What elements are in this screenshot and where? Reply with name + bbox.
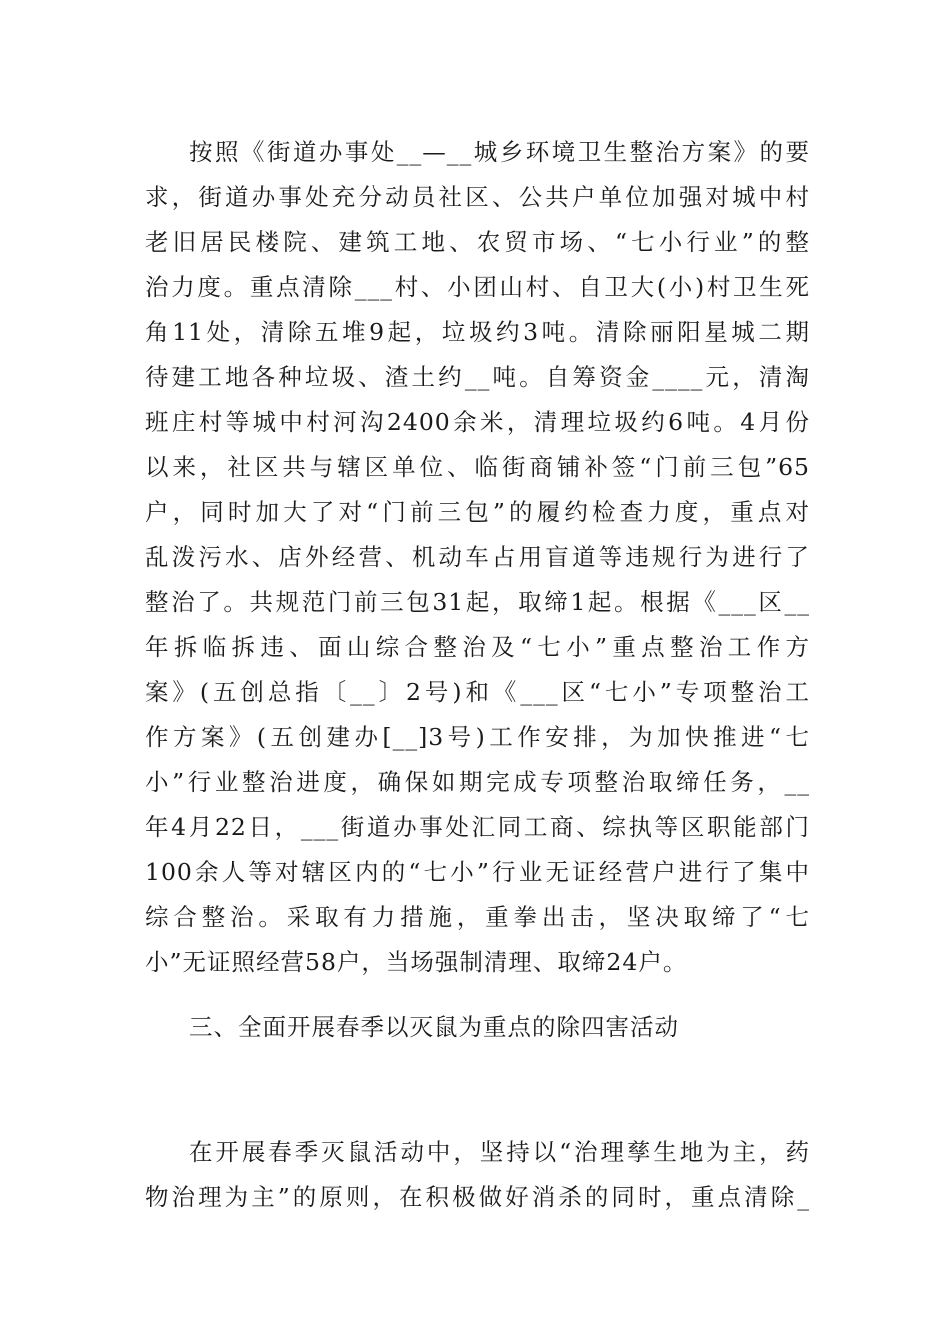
text-line: 在开展春季灭鼠活动中，坚持以“治理孳生地为主，药 — [189, 1138, 810, 1166]
text-line: 年4月22日，___街道办事处汇同工商、综执等区职能部门 — [145, 813, 810, 841]
text-line: 小”行业整治进度，确保如期完成专项整治取缔任务，__ — [145, 768, 810, 796]
text-line: 户，同时加大了对“门前三包”的履约检查力度，重点对 — [145, 498, 810, 526]
paragraph-environment-rectification — [145, 130, 810, 985]
text-line: 小”无证照经营58户，当场强制清理、取缔24户。 — [145, 948, 688, 976]
text-line: 作方案》(五创建办[__]3号)工作安排，为加快推进“七 — [145, 723, 810, 751]
text-line: 待建工地各种垃圾、渣土约__吨。自筹资金____元，清淘 — [145, 363, 810, 391]
text-line: 老旧居民楼院、建筑工地、农贸市场、“七小行业”的整 — [145, 228, 810, 256]
text-line: 案》(五创总指〔__〕2号)和《___区“七小”专项整治工 — [145, 678, 810, 706]
text-line: 以来，社区共与辖区单位、临街商铺补签“门前三包”65 — [145, 453, 810, 481]
text-line: 求，街道办事处充分动员社区、公共户单位加强对城中村 — [145, 183, 810, 211]
text-line: 角11处，清除五堆9起，垃圾约3吨。清除丽阳星城二期 — [145, 318, 810, 346]
text-line: 按照《街道办事处__—__城乡环境卫生整治方案》的要 — [189, 138, 810, 166]
paragraph-rodent-control — [145, 1130, 810, 1220]
text-line: 100余人等对辖区内的“七小”行业无证经营户进行了集中 — [145, 858, 810, 886]
text-line: 物治理为主”的原则，在积极做好消杀的同时，重点清除_ — [145, 1183, 810, 1211]
text-line: 整治了。共规范门前三包31起，取缔1起。根据《___区__ — [145, 588, 810, 616]
section-heading-text: 三、全面开展春季以灭鼠为重点的除四害活动 — [189, 1013, 679, 1041]
text-line: 年拆临拆违、面山综合整治及“七小”重点整治工作方 — [145, 633, 810, 661]
text-line: 综合整治。采取有力措施，重拳出击，坚决取缔了“七 — [145, 903, 810, 931]
text-line: 治力度。重点清除___村、小团山村、自卫大(小)村卫生死 — [145, 273, 810, 301]
section-heading-3 — [145, 1005, 810, 1050]
text-line: 乱泼污水、店外经营、机动车占用盲道等违规行为进行了 — [145, 543, 810, 571]
text-line: 班庄村等城中村河沟2400余米，清理垃圾约6吨。4月份 — [145, 408, 810, 436]
